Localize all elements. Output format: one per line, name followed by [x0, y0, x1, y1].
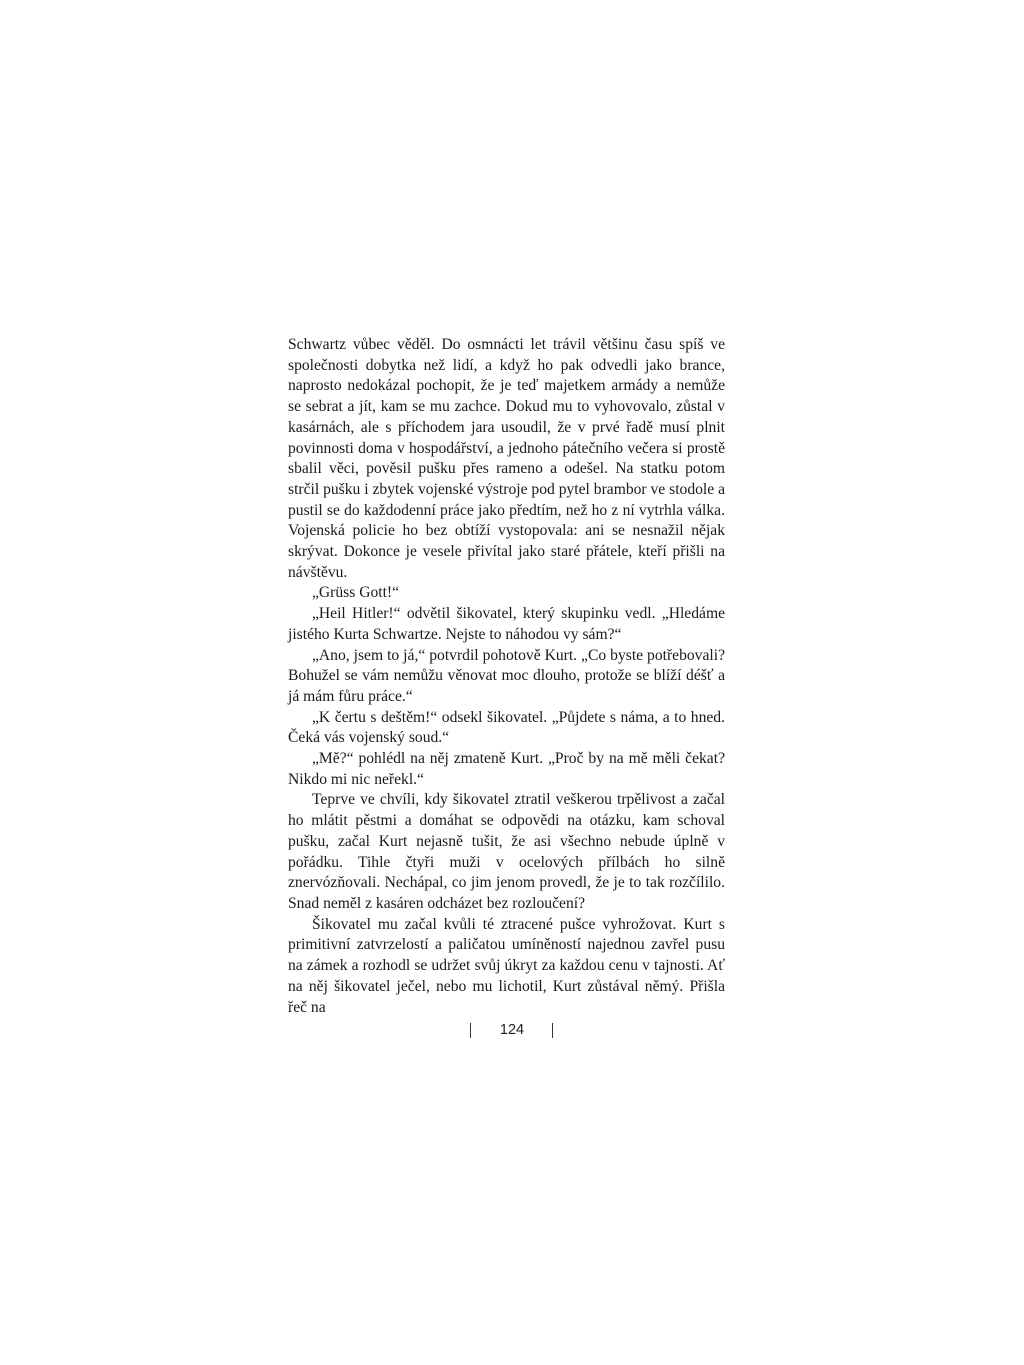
paragraph-kurt-confused: „Mě?“ pohlédl na něj zmateně Kurt. „Proč by na mě měli čekat? Nikdo mi nic neřekl.“: [288, 750, 725, 788]
paragraph-sergeant-order: „K čertu s deštěm!“ odsekl šikovatel. „Půjdete s náma, a to hned. Čeká vás vojenský soud.“: [288, 708, 725, 747]
footer-divider-right: [552, 1023, 553, 1038]
paragraph-threats: Šikovatel mu začal kvůli té ztracené pušce vyhrožovat. Kurt s primitivní zatvrzelostí a paličatou umíněností najednou zavřel pusu na zámek a rozhodl se udržet svůj úkryt za každou cenu v tajnosti. Ať na něj šikovatel ječel, nebo mu lichotil, Kurt zůstával němý. Přišla řeč na: [288, 915, 725, 1016]
body-text: [288, 335, 725, 1018]
footer-divider-left: [470, 1023, 471, 1038]
paragraph-sergeant-reply: „Heil Hitler!“ odvětil šikovatel, který skupinku vedl. „Hledáme jistého Kurta Schwartze. Nejste to náhodou vy sám?“: [288, 605, 725, 643]
page-footer: [0, 1020, 1024, 1044]
paragraph-kurt-reply: „Ano, jsem to já,“ potvrdil pohotově Kurt. „Co byste potřebovali? Bohužel se vám nemůžu věnovat moc dlouho, protože se blíží déšť a já mám fůru práce.“: [288, 646, 725, 705]
page-number: 124: [499, 1022, 525, 1038]
paragraph-greeting: „Grüss Gott!“: [312, 584, 400, 602]
paragraph-beating: Teprve ve chvíli, kdy šikovatel ztratil veškerou trpělivost a začal ho mlátit pěstmi a domáhat se odpovědi na otázku, kam schoval pušku, začal Kurt nejasně tušit, že asi všechno nebude úplně v pořádku. Tihle čtyři muži v ocelových přílbách ho silně znervózňovali. Nechápal, co jim jenom provedl, že je to tak rozčílilo. Snad neměl z kasáren odcházet bez rozloučení?: [288, 791, 725, 912]
paragraph-continuation: Schwartz vůbec věděl. Do osmnácti let trávil většinu času spíš ve společnosti dobytka než lidí, a když ho pak odvedli jako brance, naprosto nedokázal pochopit, že je teď majetkem armády a nemůže se sebrat a jít, kam se mu zachce. Dokud mu to vyhovovalo, zůstal v kasárnách, ale s příchodem jara usoudil, že v prvé řadě musí plnit povinnosti doma v hospodářství, a jednoho pátečního večera si prostě sbalil věci, pověsil pušku přes rameno a odešel. Na statku potom strčil pušku i zbytek vojenské výstroje pod pytel brambor ve stodole a pustil se do každodenní práce jako předtím, než ho z ní vytrhla válka. Vojenská policie ho bez obtíží vystopovala: ani se nesnažil nějak skrývat. Dokonce je vesele přivítal jako staré přátele, kteří přišli na návštěvu.: [288, 336, 725, 581]
